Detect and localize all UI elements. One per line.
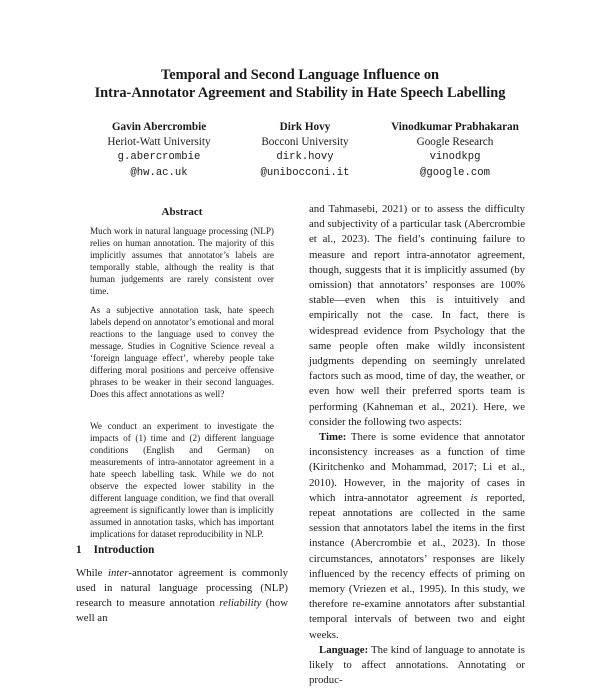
author-email-domain: @unibocconi.it xyxy=(260,166,350,179)
abstract-paragraph-3 xyxy=(90,420,274,540)
introduction-body xyxy=(76,566,288,626)
right-paragraph-1: and Tahmasebi, 2021) or to assess the difficulty and subjectivity of a particular task (Abercrombie et al., 2023). The field’s continuing failure to measure and report intra-annotator agreement, though, suggests that it is implicitly assumed (by omission) that annotators’ responses are 100% stable—even when this is intuitively and empirically not the case. In fact, there is widespread evidence from Psychology that the same people often make wildly inconsistent judgments depending on seemingly unrelated factors such as mood, time of day, the weather, or even how well their preferred sports team is performing (Kahneman et al., 2021). Here, we consider the following two aspects: xyxy=(309,203,525,428)
section-heading-introduction xyxy=(76,544,154,556)
right-column-body xyxy=(309,202,525,689)
author-institution: Bocconi University xyxy=(261,136,349,148)
section-title: Introduction xyxy=(93,544,155,556)
author-1 xyxy=(84,120,234,181)
author-name: Dirk Hovy xyxy=(279,121,331,133)
author-email: dirk.hovy xyxy=(276,151,334,163)
section-number: 1 xyxy=(76,544,82,556)
paper-title xyxy=(0,66,600,102)
abstract-text: Much work in natural language processing (NLP) relies on human annotation. The majority of this implicitly assumes that annotator’s labels are temporally stable, although the reality is that human judgements are rarely consistent over time. xyxy=(90,226,274,296)
abstract-text: We conduct an experiment to investigate the impacts of (1) time and (2) different language conditions (English and German) on measurements of intra-annotator agreement in a hate speech labelling task. While we do not observe the expected lower stability in the different language condition, we find that overall agreement is significantly lower than is implicitly assumed in annotation tasks, which has important implications for dataset reproducibility in NLP. xyxy=(90,421,274,539)
introduction-paragraph: While inter-annotator agreement is commonly used in natural language processing (NLP) research to measure annotation reliability (how well an xyxy=(76,567,289,624)
author-name: Gavin Abercrombie xyxy=(111,121,207,133)
author-2 xyxy=(233,120,377,181)
time-label: Time: xyxy=(319,431,347,444)
abstract-heading: Abstract xyxy=(161,206,203,218)
author-email-domain: @hw.ac.uk xyxy=(130,166,188,179)
title-line-1: Temporal and Second Language Influence on xyxy=(160,67,440,83)
title-line-2: Intra-Annotator Agreement and Stability in Hate Speech Labelling xyxy=(94,85,506,101)
right-paragraph-language: Language: The kind of language to annotate is likely to affect annotations. Annotating or produc- xyxy=(309,643,525,687)
author-3 xyxy=(375,120,535,181)
author-institution: Heriot-Watt University xyxy=(107,136,211,148)
abstract-paragraph-2 xyxy=(90,304,274,400)
right-paragraph-time: Time: There is some evidence that annotator inconsistency increases as a function of time (Kiritchenko and Mohammad, 2017; Li et al., 2010). However, in the majority of cases in which intra-annotator agreement is reported, repeat annotations are collected in the same session that annotators label the items in the first instance (Abercrombie et al., 2023). In those circumstances, annotators’ responses are likely influenced by the recency effects of priming on memory (Vriezen et al., 1995). In this study, we therefore re-examine annotators after substantial temporal intervals of between two and eight weeks. xyxy=(309,431,525,641)
author-name: Vinodkumar Prabhakaran xyxy=(391,121,519,133)
author-email: vinodkpg xyxy=(429,151,481,163)
language-label: Language: xyxy=(319,643,369,656)
author-email: g.abercrombie xyxy=(117,151,201,163)
abstract-text: As a subjective annotation task, hate speech labels depend on annotator’s emotional and moral reactions to the language used to convey the message. Studies in Cognitive Science reveal a ‘foreign language effect’, whereby people take differing moral positions and perceive offensive phrases to be weaker in their second languages. Does this affect annotations as well? xyxy=(90,305,274,399)
abstract-paragraph-1 xyxy=(90,225,274,297)
author-institution: Google Research xyxy=(416,136,494,148)
author-email-domain: @google.com xyxy=(420,166,490,179)
